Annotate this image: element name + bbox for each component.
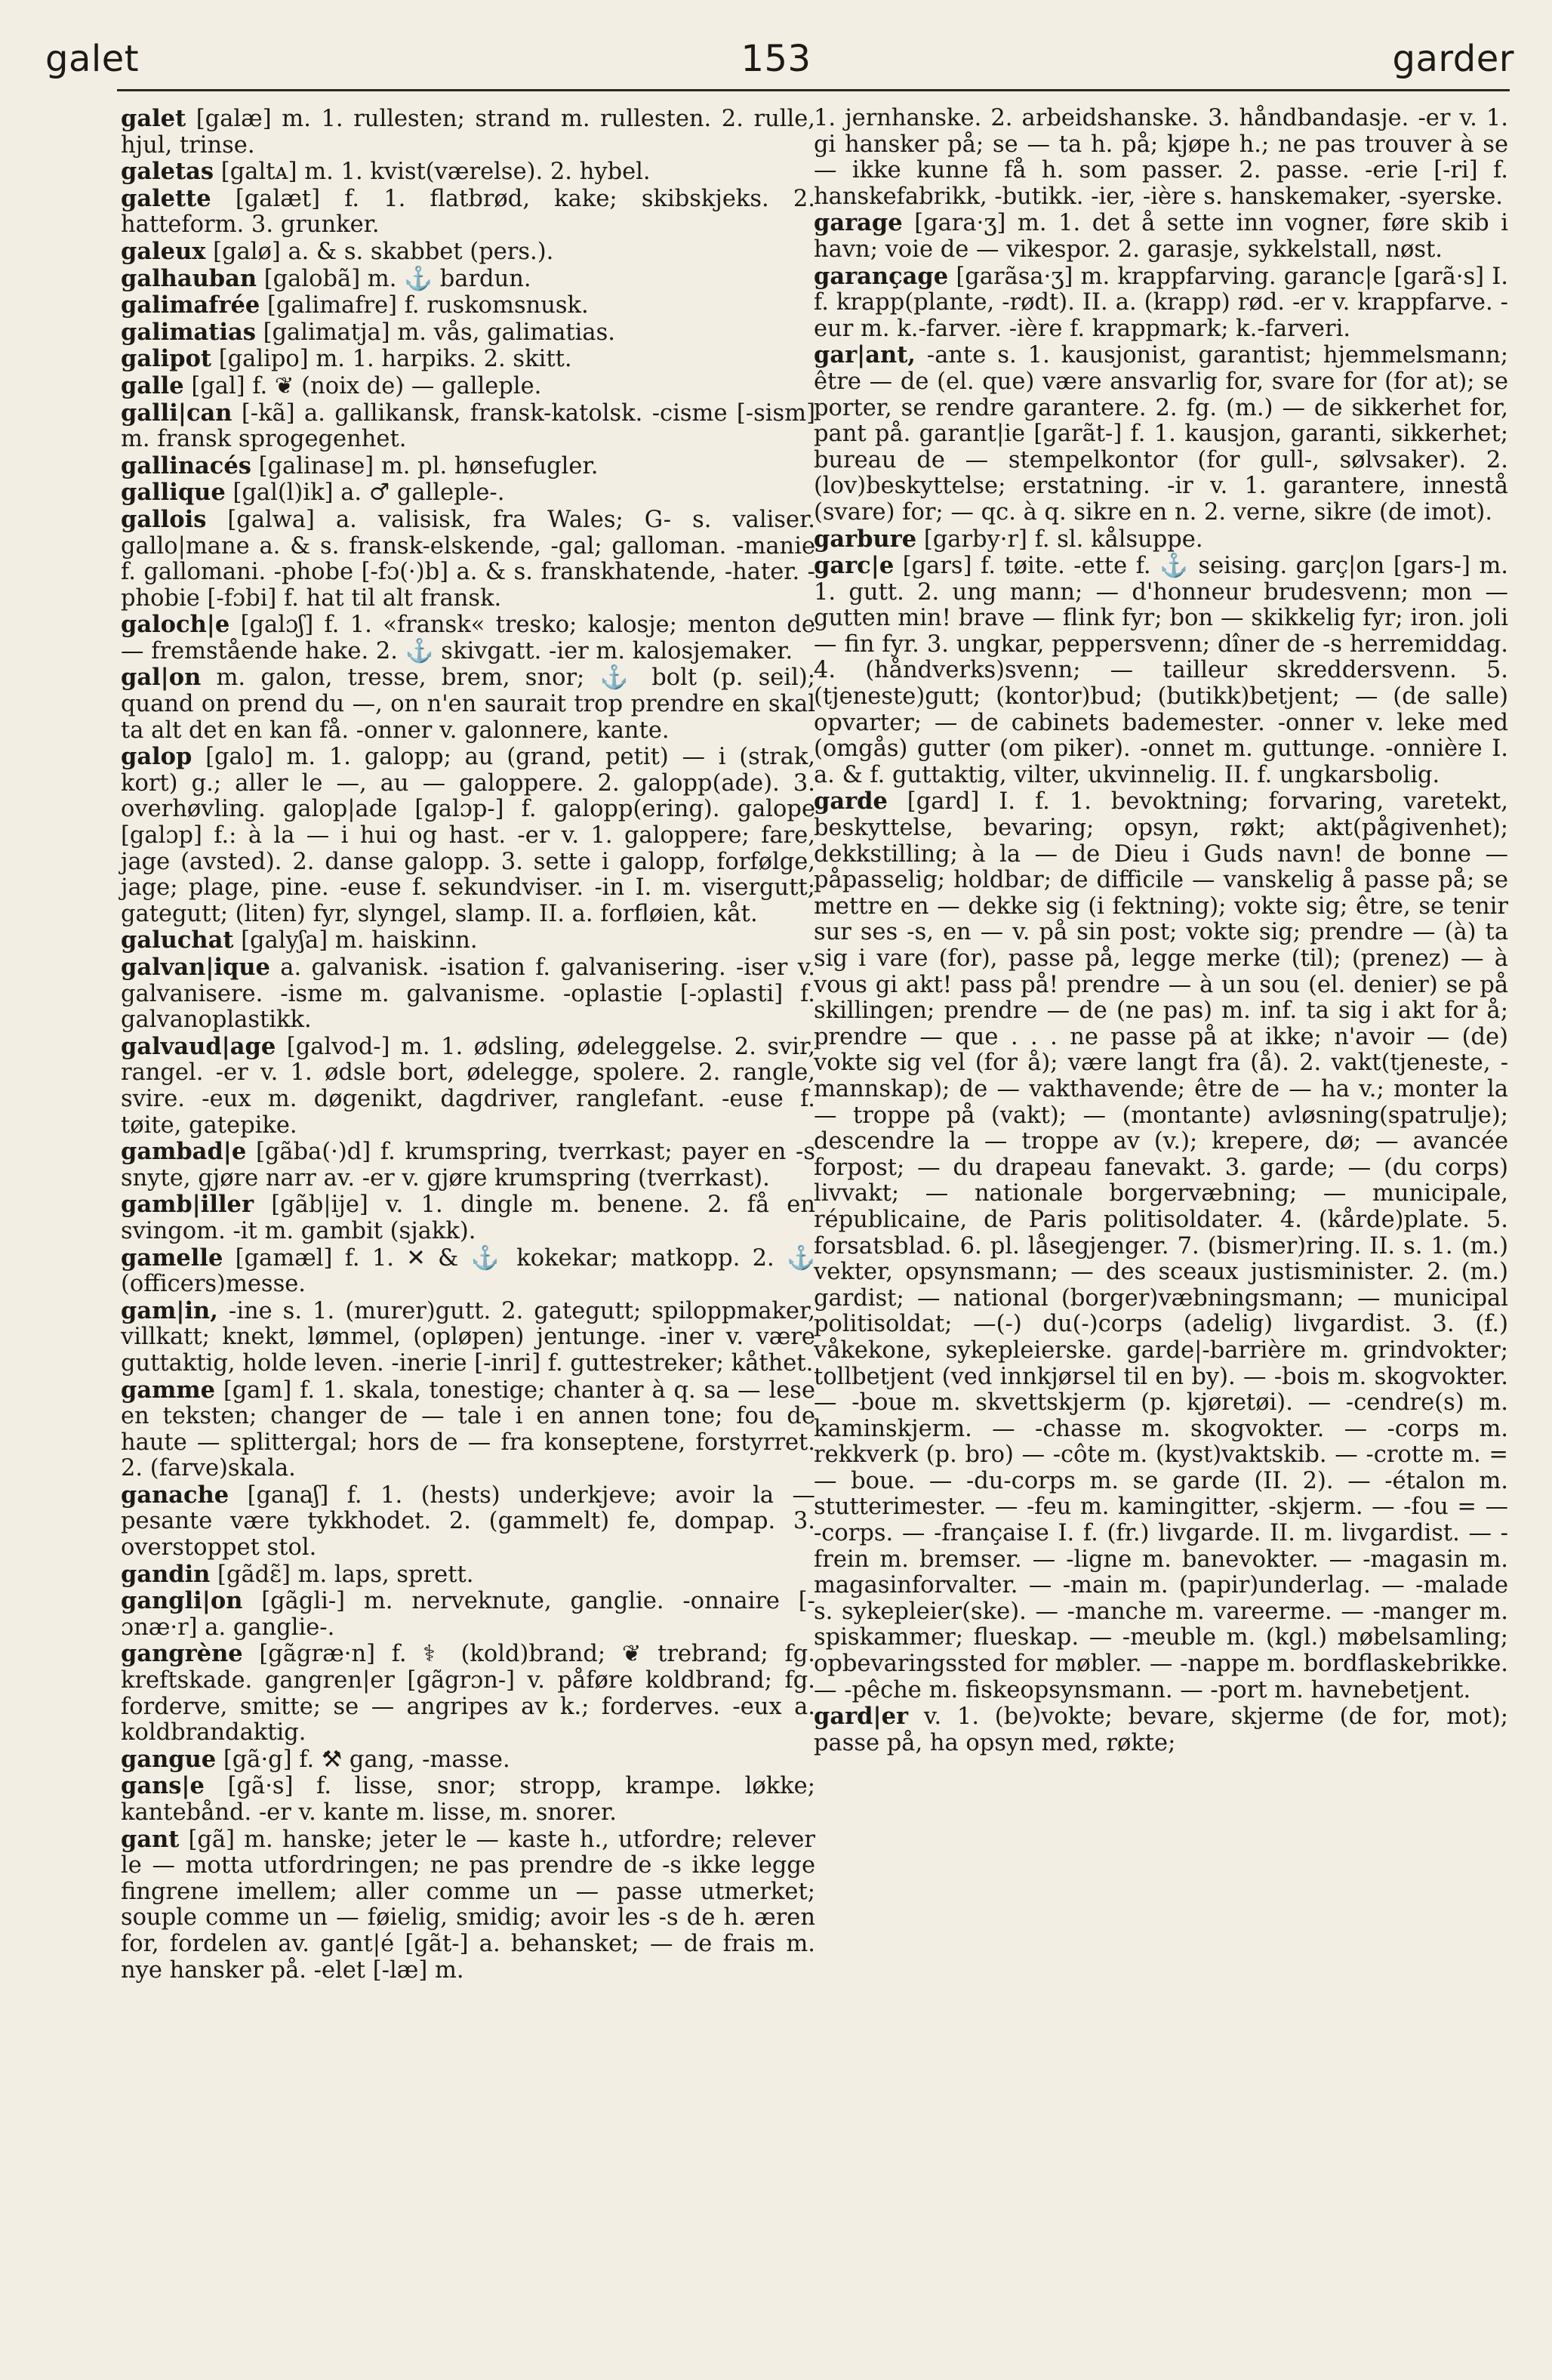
running-head-left: galet <box>45 38 140 80</box>
dictionary-entry: gallinacés [galinase] m. pl. hønsefugler. <box>121 452 599 479</box>
running-head-right: garder <box>1392 38 1514 80</box>
dictionary-entry: galli|can [-kã] a. gallikansk, fransk-katolsk. -cisme [-sism] m. fransk sprogegenhet. <box>121 399 815 453</box>
dictionary-entry: galeux [galø] a. & s. skabbet (pers.). <box>121 237 554 265</box>
header-rule <box>117 89 1510 91</box>
dictionary-entry: galop [galo] m. 1. galopp; au (grand, petit) — i (strak, kort) g.; aller le —, au — galoppere. 2. galopp(ade). 3. overhøvling. galop|ade [galɔp-] f. galopp(ering). galope [galɔp] f.: à la — i hui og hast. -er v. 1. galoppere; fare, jage (avsted). 2. danse galopp. 3. sette i galopp, forfølge, jage; plage, pine. -euse f. sekundviser. -in I. m. visergutt; gategutt; (liten) fyr, slyngel, slamp. II. a. forfløien, kåt. <box>121 743 815 927</box>
page-number: 153 <box>741 38 811 80</box>
dictionary-entry: gallique [gal(l)ik] a. ♂ galleple-. <box>121 479 505 507</box>
dictionary-entry: ganache [ganaʃ] f. 1. (hests) underkjeve; avoir la — pesante være tykkhodet. 2. (gammelt) fe, dompap. 3. overstoppet stol. <box>121 1481 815 1561</box>
dictionary-entry: galvan|ique a. galvanisk. -isation f. galvanisering. -iser v. galvanisere. -isme m. galvanisme. -oplastie [-ɔplasti] f. galvanoplastikk. <box>121 954 815 1034</box>
dictionary-entry: gans|e [gã·s] f. lisse, snor; stropp, krampe. løkke; kantebånd. -er v. kante m. lisse, m. snorer. <box>121 1772 815 1826</box>
dictionary-entry: gangli|on [gãgli-] m. nerveknute, ganglie. -onnaire [-ɔnæ·r] a. ganglie-. <box>121 1587 815 1641</box>
dictionary-entry: galoch|e [galɔʃ] f. 1. «fransk« tresko; kalosje; menton de — fremstående hake. 2. ⚓ skivgatt. -ier m. kalosjemaker. <box>121 611 815 664</box>
dictionary-entry: gangrène [gãgræ·n] f. ⚕ (kold)brand; ❦ trebrand; fg. kreftskade. gangren|er [gãgrɔn-] v. påføre koldbrand; fg. forderve, smitte; se — angripes av k.; forderves. -eux a. koldbrandaktig. <box>121 1640 815 1746</box>
right-column <box>814 106 1508 1756</box>
dictionary-entry: galle [gal] f. ❦ (noix de) — galleple. <box>121 371 542 399</box>
dictionary-entry: gallois [galwa] a. valisisk, fra Wales; G- s. valiser. gallo|mane a. & s. fransk-elskende, -gal; galloman. -manie f. gallomani. -phobe [-fɔ(·)b] a. & s. franskhatende, -hater. -phobie [-fɔbi] f. hat til alt fransk. <box>121 505 815 612</box>
dictionary-entry: galuchat [galyʃa] m. haiskinn. <box>121 926 478 954</box>
dictionary-entry: galimatias [galimatja] m. vås, galimatias. <box>121 318 615 346</box>
dictionary-entry: galipot [galipo] m. 1. harpiks. 2. skitt. <box>121 345 572 373</box>
dictionary-entry: gam|in, -ine s. 1. (murer)gutt. 2. gategutt; spiloppmaker, villkatt; knekt, lømmel, (opløpen) jentunge. -iner v. være guttaktig, holde leven. -inerie [-inri] f. guttestreker; kåthet. <box>121 1296 815 1377</box>
dictionary-entry: garbure [garby·r] f. sl. kålsuppe. <box>814 525 1203 553</box>
dictionary-entry: garc|e [gars] f. tøite. -ette f. ⚓ seising. garç|on [gars-] m. 1. gutt. 2. ung mann; — d'honneur brudesvenn; mon — gutten min! brave — flink fyr; bon — skikkelig fyr; iron. joli — fin fyr. 3. ungkar, peppersvenn; dîner de -s herremiddag. 4. (håndverks)svenn; — tailleur skreddersvenn. 5. (tjeneste)gutt; (kontor)bud; (butikk)betjent; — (de salle) opvarter; — de cabinets bademester. -onner v. leke med (omgås) gutter (om piker). -onnet m. guttunge. -onnière I. a. & f. guttaktig, vilter, ukvinnelig. II. f. ungkarsbolig. <box>814 552 1508 788</box>
dictionary-entry: gamme [gam] f. 1. skala, tonestige; chanter à q. sa — lese en teksten; changer de — tale i en annen tone; fou de haute — splittergal; hors de — fra konseptene, forstyrret. 2. (farve)skala. <box>121 1376 815 1482</box>
dictionary-entry: garde [gard] I. f. 1. bevoktning; forvaring, varetekt, beskyttelse, bevaring; opsyn, røkt; akt(pågivenhet); dekkstilling; à la — de Dieu i Guds navn! de bonne — påpasselig; holdbar; de difficile — vanskelig å passe på; se mettre en — dekke sig (i fektning); vokte sig; être, se tenir sur ses -s, en — v. på sin post; vokte sig; prendre — (à) ta sig i vare (for), passe på, legge merke (til); (prenez) — à vous gi akt! pass på! prendre — à un sou (el. denier) se på skillingen; prendre — de (ne pas) m. inf. ta sig i akt for å; prendre — que . . . ne passe på at ikke; n'avoir — (de) vokte sig vel (for å); være langt fra (å). 2. vakt(tjeneste, -mannskap); de — vakthavende; être de — ha v.; monter la — troppe på (vakt); — (montante) avløsning(spatrulje); descendre la — troppe av (v.); krepere, dø; — avancée forpost; — du drapeau fanevakt. 3. garde; — (du corps) livvakt; — nationale borgervæbning; — municipale, républicaine, de Paris politisoldater. 4. (kårde)plate. 5. forsatsblad. 6. pl. låsegjenger. 7. (bismer)ring. II. s. 1. (m.) vekter, opsynsmann; — des sceaux justisminister. 2. (m.) gardist; — national (borger)væbningsmann; — municipal politisoldat; —(-) du(-)corps (adelig) livgardist. 3. (f.) våkekone, sykepleierske. garde|-barrière m. grindvokter; tollbetjent (ved innkjørsel til en by). — -bois m. skogvokter. — -boue m. skvettskjerm (p. kjøretøi). — -cendre(s) m. kaminskjerm. — -chasse m. skogvokter. — -corps m. rekkverk (p. bro) — -côte m. (kyst)vaktskib. — -crotte m. = — boue. — -du-corps m. se garde (II. 2). — -étalon m. stutterimester. — -feu m. kamingitter, -skjerm. — -fou = — -corps. — -française I. f. (fr.) livgarde. II. m. livgardist. — -frein m. bremser. — -ligne m. banevokter. — -magasin m. magasinforvalter. — -main m. (papir)underlag. — -malade s. sykepleier(ske). — -manche m. vareerme. — -manger m. spiskammer; flueskap. — -meuble m. (kgl.) møbelsamling; opbevaringssted for møbler. — -nappe m. bordflaskebrikke. — -pêche m. fiskeopsynsmann. — -port m. havnebetjent. <box>814 788 1508 1703</box>
dictionary-entry: gangue [gã·g] f. ⚒ gang, -masse. <box>121 1745 510 1773</box>
dictionary-entry: galet [galæ] m. 1. rullesten; strand m. rullesten. 2. rulle, hjul, trinse. <box>121 105 815 159</box>
dictionary-entry: gant [gã] m. hanske; jeter le — kaste h., utfordre; relever le — motta utfordringen; ne pas prendre de -s ikke legge fingrene imellem; aller comme un — passe utmerket; souple comme un — føielig, smidig; avoir les -s de h. æren for, fordelen av. gant|é [gãt-] a. behansket; — de frais m. nye hansker på. -elet [-læ] m. <box>121 1825 815 1984</box>
dictionary-entry: gal|on m. galon, tresse, brem, snor; ⚓ bolt (p. seil); quand on prend du —, on n'en saurait trop prendre en skal ta alt det en kan få. -onner v. galonnere, kante. <box>121 664 815 744</box>
dictionary-entry: galetas [galtᴀ] m. 1. kvist(værelse). 2. hybel. <box>121 158 651 186</box>
dictionary-entry: 1. jernhanske. 2. arbeidshanske. 3. håndbandasje. -er v. 1. gi hansker på; se — ta h. på; kjøpe h.; ne pas trouver à se — ikke kunne få h. som passer. 2. passe. -erie [-ri] f. hanskefabrikk, -butikk. -ier, -ière s. hanskemaker, -syerske. <box>814 105 1508 210</box>
dictionary-entry: gamb|iller [gãb|ije] v. 1. dingle m. benene. 2. få en svingom. -it m. gambit (sjakk). <box>121 1191 815 1244</box>
dictionary-entry: galhauban [galobã] m. ⚓ bardun. <box>121 264 531 292</box>
dictionary-entry: galette [galæt] f. 1. flatbrød, kake; skibskjeks. 2. hatteform. 3. grunker. <box>121 184 815 239</box>
left-column <box>121 106 815 1984</box>
dictionary-entry: galimafrée [galimafre] f. ruskomsnusk. <box>121 291 589 319</box>
dictionary-entry: gamelle [gamæl] f. 1. ✕ & ⚓ kokekar; matkopp. 2. ⚓ (officers)messe. <box>121 1244 815 1298</box>
dictionary-entry: galvaud|age [galvod-] m. 1. ødsling, ødeleggelse. 2. svir, rangel. -er v. 1. ødsle bort, ødelegge, spolere. 2. rangle, svire. -eux m. døgenikt, dagdriver, ranglefant. -euse f. tøite, gatepike. <box>121 1032 815 1139</box>
dictionary-entry: gar|ant, -ante s. 1. kausjonist, garantist; hjemmelsmann; être — de (el. que) være ansvarlig for, svare for (for at); se porter, se rendre garantere. 2. fg. (m.) — de sikkerhet for, pant på. garant|ie [garãt-] f. 1. kausjon, garanti, sikkerhet; bureau de — stempelkontor (for gull-, sølvsaker). 2. (lov)beskyttelse; erstatning. -ir v. 1. garantere, innestå (svare) for; — qc. à q. sikre en n. 2. verne, sikre (de imot). <box>814 341 1508 526</box>
dictionary-entry: garançage [garãsa·ʒ] m. krappfarving. garanc|e [garã·s] I. f. krapp(plante, -rødt). II. a. (krapp) rød. -er v. krappfarve. -eur m. k.-farver. -ière f. krappmark; k.-farveri. <box>814 262 1508 342</box>
dictionary-entry: gambad|e [gãba(·)d] f. krumspring, tverrkast; payer en -s snyte, gjøre narr av. -er v. gjøre krumspring (tverrkast). <box>121 1138 815 1192</box>
dictionary-entry: gandin [gãdɛ̃] m. laps, sprett. <box>121 1560 474 1588</box>
dictionary-entry: gard|er v. 1. (be)vokte; bevare, skjerme (de for, mot); passe på, ha opsyn med, røkte; <box>814 1703 1508 1756</box>
dictionary-entry: garage [gara·ʒ] m. 1. det å sette inn vogner, føre skib i havn; voie de — vikespor. 2. garasje, sykkelstall, nøst. <box>814 209 1508 263</box>
